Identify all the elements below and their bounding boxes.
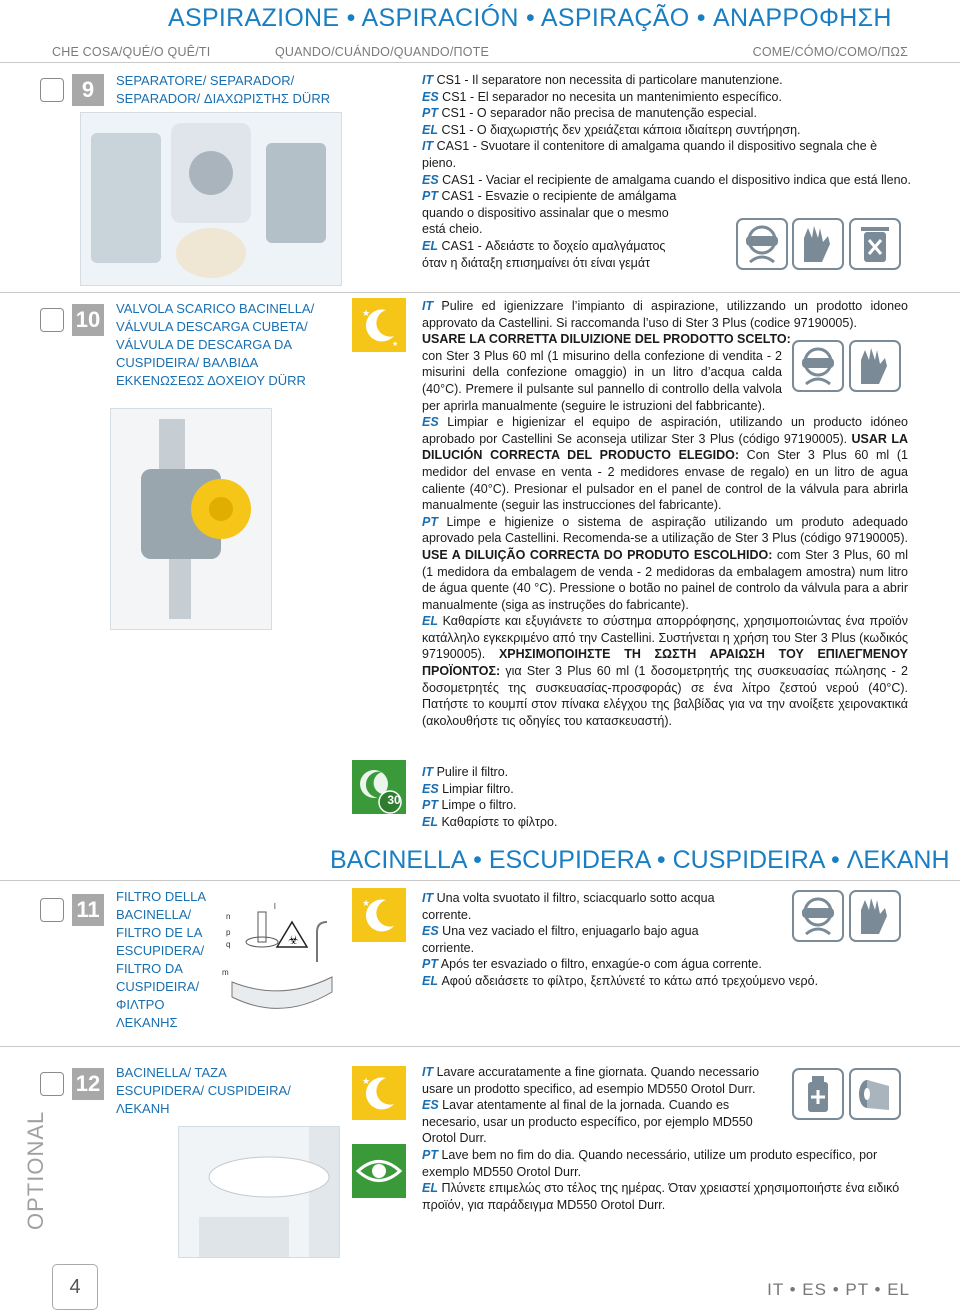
section-divider-9 xyxy=(0,292,960,293)
column-header-what: CHE COSA/QUÉ/O QUÊ/ΤΙ xyxy=(52,45,211,59)
bowl-filter-diagram xyxy=(222,892,342,1032)
cleaning-roll-icon xyxy=(849,1068,901,1120)
diagram-label-q: q xyxy=(226,940,231,949)
gloves-icon xyxy=(849,340,901,392)
bowl-photo xyxy=(178,1126,340,1258)
checkbox-9[interactable] xyxy=(40,78,64,102)
night-moon-icon xyxy=(352,1066,406,1120)
section-title-9: SEPARATORE/ SEPARADOR/ SEPARADOR/ ΔΙΑΧΩΡΙΣΤΗΣ DÜRR xyxy=(116,73,331,106)
section-subtitle: BACINELLA • ESCUPIDERA • CUSPIDEIRA • ΛΕΚΑΝΗ xyxy=(330,846,950,874)
checkbox-10[interactable] xyxy=(40,308,64,332)
optional-label: OPTIONAL xyxy=(23,1110,48,1230)
filter-text: IT Pulire il filtro. ES Limpiar filtro. PT Limpe o filtro. EL Καθαρίστε το φίλτρο. xyxy=(422,765,558,829)
diagram-label-l: l xyxy=(274,902,276,911)
footer-languages: IT • ES • PT • EL xyxy=(767,1280,910,1299)
diagram-label-n: n xyxy=(226,912,231,921)
section-number-12: 12 xyxy=(72,1068,104,1100)
night-moon-icon xyxy=(352,298,406,352)
page-number: 4 xyxy=(52,1264,98,1310)
section-9-text: IT CS1 - Il separatore non necessita di particolare manutenzione. ES CS1 - El separador no necesita un mantenimiento específico. PT CS1 - O separador não precisa de manutenção especial. EL CS1 - Ο διαχωριστής δεν χρειάζεται κάποια ιδιαίτερη συντήρηση. IT CAS1 - Svuotare il contenitore di amalgama quando il dispositivo segnala che è pieno. ES CAS1 - Vaciar el recipiente de amalgama cuando el dispositivo indica que está lleno. PT CAS1 - Esvazie o recipiente de amálgama quando o dispositivo assinalar que o mesmo está cheio. EL CAS1 - Αδειάστε το δοχείο αμαλγάματος όταν η διάταξη επισημαίνει ότι είναι γεμάτ xyxy=(422,73,911,270)
safety-glasses-icon xyxy=(792,890,844,942)
section-10-text: IT Pulire ed igienizzare l’impianto di aspirazione, utilizzando un prodotto idoneo approvato da Castellini. Si raccomanda l’uso di Ster 3 Plus (codice 97190005). USARE LA CORRETTA DILUIZIONE DEL PRODOTTO SCELTO: con Ster 3 Plus 60 ml (1 misurino della confezione di vendita - 2 misurini della confezione omaggio) in un litro d’acqua calda (40°C). Premere il pulsante sul pannello di controllo della valvola per aprirla manualmente (seguire le istruzioni del fabbricante). ES Limpiar e higienizar el equipo de aspiración, utilizando un producto idóneo aprobado por Castellini Se aconseja utilizar Ster 3 Plus (código 97190005). USAR LA DILUCIÓN CORRECTA DEL PRODUCTO ELEGIDO: Con Ster 3 Plus 60 ml (1 medidor del envase en venta - 2 medidores envase de regalo) en un litro de agua caliente (40°C). Presionar el pulsador en el panel de control de la válvula para abrirla manualmente (seguir las instrucciones del fabricante). PT Limpe e higienize o sistema de aspiração utilizando um produto adequado aprovado pela Castellini. Recomenda-se a utilização de Ster 3 Plus (código 97190005). USE A DILUIÇÃO CORRECTA DO PRODUTO ESCOLHIDO: com Ster 3 Plus, 60 ml (1 medidora da embalagem de venda - 2 medidoras da embalagem amostra) num litro de água quente (40 °C). Pressione o botão no painel de controlo da válvula para a abrir manualmente (siga as instruções do fabricante). EL Καθαρίστε και εξυγιάνετε το σύστημα απορρόφησης, χρησιμοποιώντας ένα προϊόν κατάλληλο εγκεκριμένο από την Castellini. Συστήνεται η χρήση του Ster 3 Plus (κωδικός 97190005). ΧΡΗΣΙΜΟΠΟΙΗΣΤΕ ΤΗ ΣΩΣΤΗ ΑΡΑΙΩΣΗ ΤΟΥ ΕΠΙΛΕΓΜΕΝΟΥ ΠΡΟΪΟΝΤΟΣ: για Ster 3 Plus 60 ml (1 δοσομετρητής της συσκευασίας πώλησης - 2 δοσομετρητές της συσκευασίας-προσφοράς) σε ένα λίτρο ζεστού νερού (40°C). Πατήστε το κουμπί στον πίνακα ελέγχου της βαλβίδας για να την ανοίξετε χειρονακτικά (ακολουθήστε τις οδηγίες του κατασκευαστή). xyxy=(422,299,909,728)
page-title: ASPIRAZIONE • ASPIRACIÓN • ASPIRAÇÃO • ΑΝΑΡΡΟΦΗΣΗ xyxy=(168,4,892,32)
svg-text:★: ★ xyxy=(362,1077,371,1087)
svg-text:★: ★ xyxy=(392,340,399,348)
section-title-11: FILTRO DELLA BACINELLA/ FILTRO DE LA ESCUPIDERA/ FILTRO DA CUSPIDEIRA/ ΦΙΛΤΡΟ ΛΕΚΑΝΗΣ xyxy=(116,889,206,1030)
svg-text:★: ★ xyxy=(362,309,371,319)
gloves-icon xyxy=(792,218,844,270)
safety-glasses-icon xyxy=(792,340,844,392)
section-title-10: VALVOLA SCARICO BACINELLA/ VÁLVULA DESCARGA CUBETA/ VÁLVULA DE DESCARGA DA CUSPIDEIRA/ ΒΑΛΒΙΔΑ ΕΚΚΕΝΩΣΕΩΣ ΔΟΧΕΙΟΥ DÜRR xyxy=(116,301,315,388)
separator-photo xyxy=(80,112,342,286)
section-12-text: IT Lavare accuratamente a fine giornata. Quando necessario usare un prodotto specifico, ad esempio MD550 Orotol Durr. ES Lavar atentamente al final de la jornada. Cuando es necesario, usar un producto específico, por ejemplo MD550 Orotol Durr. PT Lave bem no fim do dia. Quando necessário, utilize um produto específico, por exemplo MD550 Orotol Durr. EL Πλύνετε επιμελώς στο τέλος της ημέρας. Όταν χρειαστεί χρησιμοποιήστε ένα ειδικό προϊόν, για παράδειγμα MD550 Orotol Durr. xyxy=(422,1065,900,1212)
section-number-11: 11 xyxy=(72,894,104,926)
section-number-10: 10 xyxy=(72,304,104,336)
svg-text:★: ★ xyxy=(362,899,371,909)
eye-icon xyxy=(352,1144,406,1198)
checkbox-12[interactable] xyxy=(40,1072,64,1096)
header-divider xyxy=(0,62,960,63)
night-moon-icon xyxy=(352,888,406,942)
section-11-text: IT Una volta svuotato il filtro, sciacquarlo sotto acqua corrente. ES Una vez vaciado el filtro, enjuagarlo bajo agua corriente. PT Após ter esvaziado o filtro, enxagúe-o com água corrente. EL Αφού αδειάσετε το φίλτρο, ξεπλύνετέ το κάτω από τρεχούμενο νερό. xyxy=(422,891,819,988)
disinfectant-icon xyxy=(792,1068,844,1120)
section-divider-10 xyxy=(0,880,960,881)
section-title-12: BACINELLA/ TAZA ESCUPIDERA/ CUSPIDEIRA/ ΛΕΚΑΝΗ xyxy=(116,1065,291,1116)
column-header-when: QUANDO/CUÁNDO/QUANDO/ΠΟΤΕ xyxy=(275,45,490,59)
section-number-9: 9 xyxy=(72,74,104,106)
diagram-label-p: p xyxy=(226,928,231,937)
diagram-label-m: m xyxy=(222,968,229,977)
svg-text:☣: ☣ xyxy=(288,933,299,947)
checkbox-11[interactable] xyxy=(40,898,64,922)
waste-bin-icon xyxy=(849,218,901,270)
drain-valve-photo xyxy=(110,408,272,630)
gloves-icon xyxy=(849,890,901,942)
filter-badge-30: 30 xyxy=(387,793,401,807)
safety-glasses-icon xyxy=(736,218,788,270)
section-divider-11 xyxy=(0,1046,960,1047)
column-header-how: COME/CÓMO/COMO/ΠΩΣ xyxy=(752,45,908,59)
